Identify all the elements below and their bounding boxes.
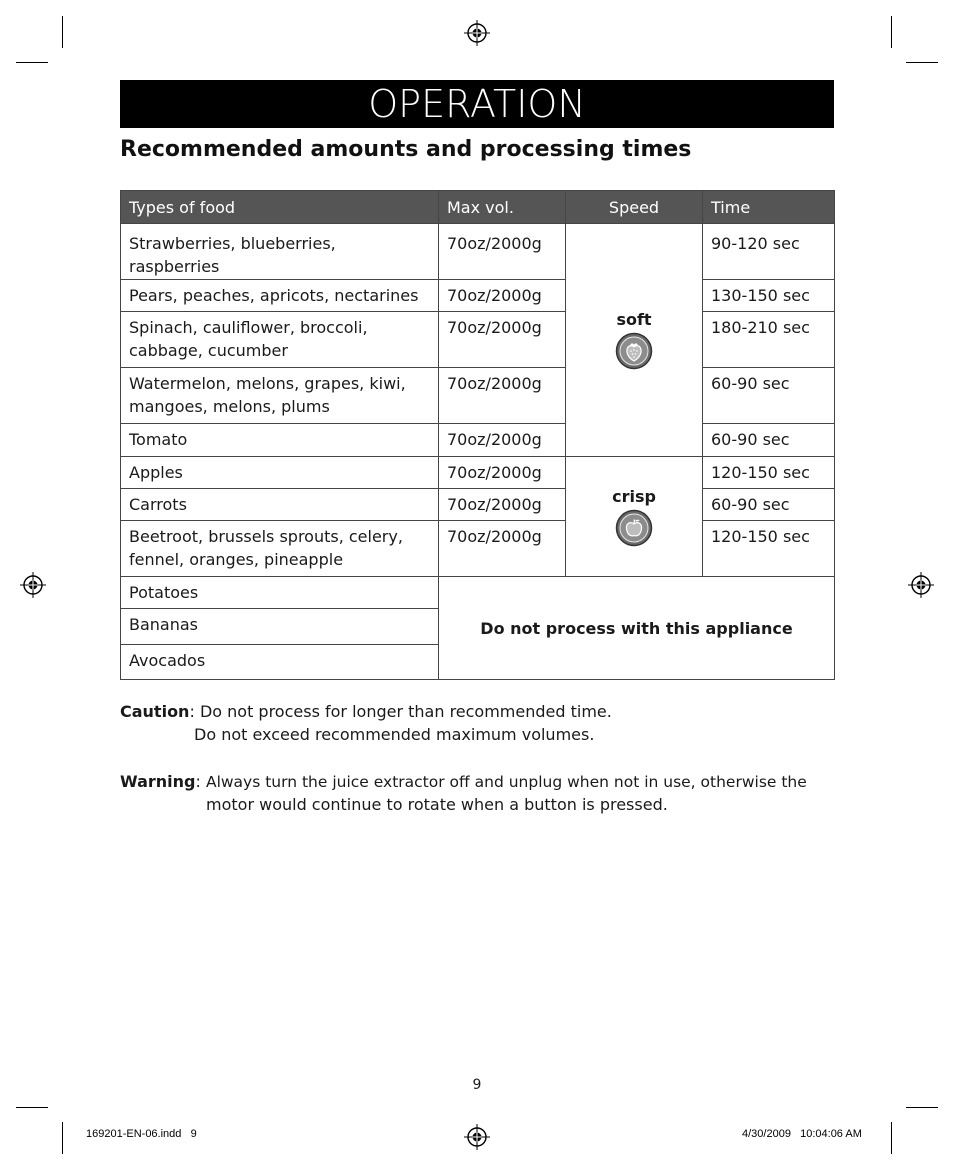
- max-vol-cell: 70oz/2000g: [439, 312, 566, 368]
- food-cell: Spinach, cauliflower, broccoli, cabbage, cucumber: [121, 312, 439, 368]
- crop-mark: [906, 1107, 938, 1108]
- max-vol-cell: 70oz/2000g: [439, 457, 566, 489]
- column-header-food: Types of food: [121, 191, 439, 224]
- caution-note: Caution: Do not process for longer than recommended time.: [120, 702, 612, 721]
- time-cell: 120-150 sec: [703, 457, 835, 489]
- food-cell: Tomato: [121, 424, 439, 457]
- page-subtitle: Recommended amounts and processing times: [120, 137, 692, 162]
- table-row: [121, 489, 835, 521]
- warning-note: Warning: Always turn the juice extractor off and unplug when not in use, otherwise the: [120, 772, 807, 791]
- registration-mark-icon: [908, 572, 934, 598]
- max-vol-cell: 70oz/2000g: [439, 280, 566, 312]
- time-cell: 130-150 sec: [703, 280, 835, 312]
- food-cell: Apples: [121, 457, 439, 489]
- crop-mark: [16, 62, 48, 63]
- registration-mark-icon: [20, 572, 46, 598]
- food-cell: Bananas: [121, 609, 439, 645]
- crop-mark: [16, 1107, 48, 1108]
- time-cell: 180-210 sec: [703, 312, 835, 368]
- apple-icon: [615, 509, 653, 547]
- max-vol-cell: 70oz/2000g: [439, 368, 566, 424]
- speed-cell-crisp: [566, 457, 703, 577]
- crop-mark: [62, 1122, 63, 1154]
- crop-mark: [891, 1122, 892, 1154]
- strawberry-icon: [615, 332, 653, 370]
- registration-mark-icon: [464, 1124, 490, 1150]
- time-cell: 60-90 sec: [703, 424, 835, 457]
- table-row: [121, 312, 835, 368]
- time-cell: 60-90 sec: [703, 489, 835, 521]
- caution-text-1: Do not process for longer than recommended time.: [199, 702, 612, 721]
- max-vol-cell: 70oz/2000g: [439, 521, 566, 577]
- warning-label: Warning: [120, 772, 196, 791]
- column-header-max-vol: Max vol.: [439, 191, 566, 224]
- column-header-time: Time: [703, 191, 835, 224]
- time-cell: 90-120 sec: [703, 224, 835, 280]
- print-slug-date: 4/30/2009 10:04:06 AM: [742, 1128, 862, 1140]
- warning-text-1: Always turn the juice extractor off and unplug when not in use, otherwise the: [205, 773, 807, 791]
- speed-cell-soft: [566, 224, 703, 457]
- table-row: [121, 280, 835, 312]
- page-number: 9: [472, 1077, 482, 1093]
- caution-label: Caution: [120, 702, 190, 721]
- no-process-note: Do not process with this appliance: [439, 577, 835, 680]
- food-cell: Strawberries, blueberries, raspberries: [121, 224, 439, 280]
- speed-label-soft: soft: [616, 310, 652, 329]
- crop-mark: [62, 16, 63, 48]
- warning-note-line-2: motor would continue to rotate when a button is pressed.: [206, 795, 668, 814]
- processing-times-table: [120, 190, 835, 680]
- time-cell: 120-150 sec: [703, 521, 835, 577]
- table-row: [121, 577, 835, 609]
- max-vol-cell: 70oz/2000g: [439, 489, 566, 521]
- max-vol-cell: 70oz/2000g: [439, 224, 566, 280]
- food-cell: Beetroot, brussels sprouts, celery, fennel, oranges, pineapple: [121, 521, 439, 577]
- max-vol-cell: 70oz/2000g: [439, 424, 566, 457]
- section-title-banner: OPERATION: [120, 80, 834, 128]
- table-row: [121, 424, 835, 457]
- time-cell: 60-90 sec: [703, 368, 835, 424]
- table-row: [121, 224, 835, 280]
- food-cell: Carrots: [121, 489, 439, 521]
- table-row: [121, 521, 835, 577]
- food-cell: Avocados: [121, 645, 439, 680]
- caution-note-line-2: Do not exceed recommended maximum volumes.: [194, 725, 595, 744]
- table-header-row: [121, 191, 835, 224]
- table-row: [121, 457, 835, 489]
- crop-mark: [906, 62, 938, 63]
- table-row: [121, 368, 835, 424]
- speed-label-crisp: crisp: [612, 486, 656, 506]
- column-header-speed: Speed: [566, 191, 703, 224]
- food-cell: Pears, peaches, apricots, nectarines: [121, 280, 439, 312]
- registration-mark-icon: [464, 20, 490, 46]
- print-slug-file: 169201-EN-06.indd 9: [86, 1128, 197, 1140]
- crop-mark: [891, 16, 892, 48]
- food-cell: Watermelon, melons, grapes, kiwi, mangoes, melons, plums: [121, 368, 439, 424]
- food-cell: Potatoes: [121, 577, 439, 609]
